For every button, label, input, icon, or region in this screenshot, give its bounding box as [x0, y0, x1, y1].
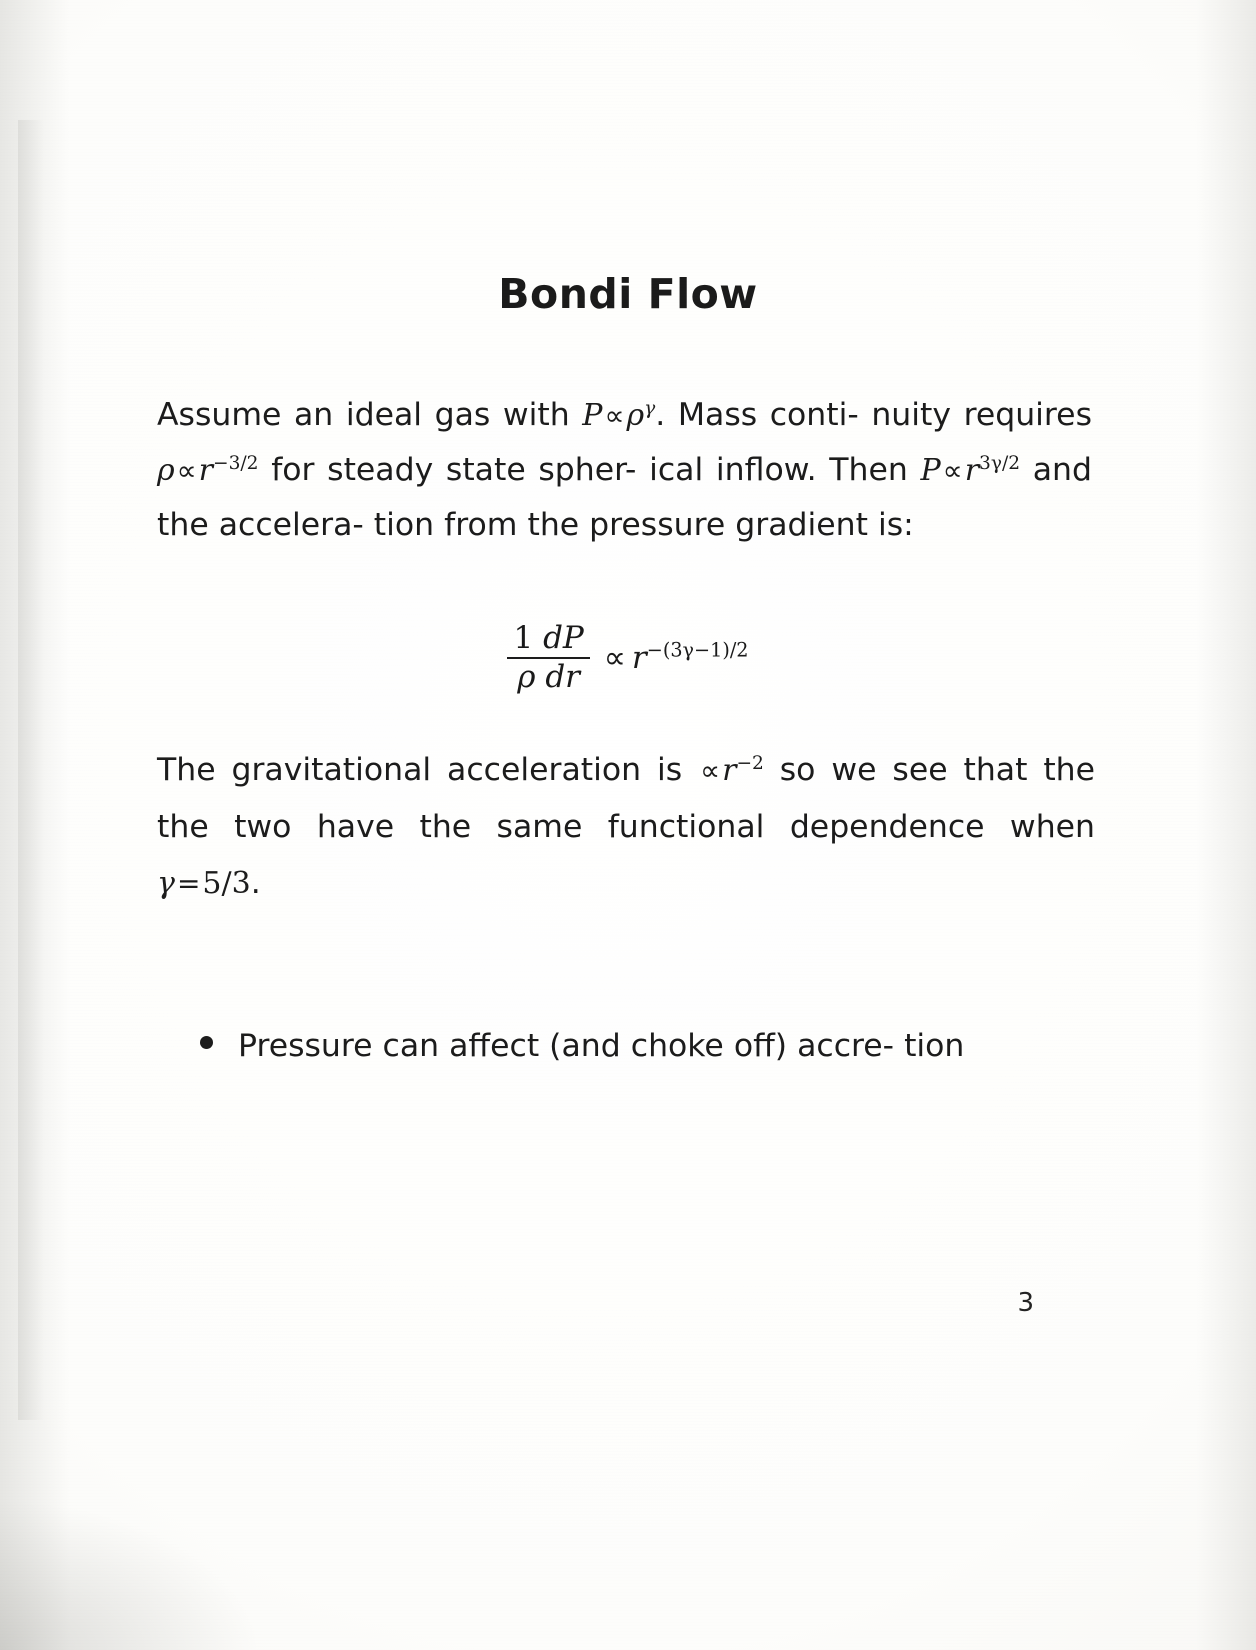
math-exponent-gamma: γ [644, 398, 656, 419]
p1-fragment-c: nuity requires [871, 397, 1092, 433]
equation-proportional-sign: ∝ [603, 639, 626, 676]
paragraph-2-text [157, 742, 1095, 912]
math-P-prop-r-three-gamma-halves [920, 453, 1020, 488]
list-item [196, 1018, 1096, 1074]
numerator-one: 1 [513, 620, 534, 656]
p1-fragment-g: tion from the pressure gradient is: [373, 507, 914, 543]
math-value-five-thirds: 5/3 [202, 866, 251, 901]
equation-r: r [631, 639, 647, 676]
math-symbol-r-2: r [964, 453, 980, 488]
fraction-numerator [507, 620, 589, 657]
page-number: 3 [1017, 1288, 1034, 1318]
equation-row [507, 620, 748, 695]
math-symbol-rho-2: ρ [157, 453, 175, 488]
math-symbol-proportional-2: ∝ [176, 454, 197, 487]
bullet-dot-icon [200, 1036, 213, 1049]
math-symbol-r: r [198, 453, 213, 488]
equation-exponent: −(3γ−1)/2 [646, 638, 749, 662]
paragraph-1 [157, 388, 1092, 552]
paragraph-1-text [157, 388, 1092, 552]
p2-fragment-a: The gravitational acceleration is [157, 752, 683, 788]
bullet-line-1: Pressure can affect (and choke off) accre- [238, 1028, 895, 1064]
math-symbol-r-3: r [722, 753, 737, 788]
p2-fragment-d: dependence when [789, 809, 1096, 845]
denominator-rho: ρ [517, 658, 536, 695]
math-symbol-equals: = [176, 867, 201, 900]
p1-fragment-d: for steady state spher- [271, 452, 637, 488]
page-title: Bondi Flow [498, 270, 758, 319]
paragraph-2 [157, 742, 1095, 912]
math-rho-prop-r-minus-three-halves [157, 453, 259, 488]
fraction-denominator [511, 659, 586, 696]
math-symbol-proportional: ∝ [604, 399, 625, 432]
math-exponent-neg-three-halves: −3/2 [213, 453, 259, 474]
math-P-prop-rho-gamma [582, 398, 655, 433]
math-symbol-P-2: P [920, 453, 941, 488]
p2-fragment-e: . [250, 865, 261, 901]
bullet-list [196, 1018, 1096, 1074]
math-gamma-equals-five-thirds [157, 866, 251, 901]
math-symbol-proportional-3: ∝ [942, 454, 963, 487]
p1-fragment-f: and the accelera- [157, 452, 1093, 543]
bullet-line-2: tion [904, 1028, 965, 1064]
math-symbol-rho: ρ [626, 398, 645, 433]
scan-corner-shading [0, 1500, 260, 1650]
p1-fragment-b: . Mass conti- [655, 397, 859, 433]
math-prop-r-minus-two [698, 753, 764, 788]
display-equation [0, 620, 1256, 695]
equation-right-side [604, 640, 749, 676]
numerator-dP: dP [543, 620, 584, 656]
math-exponent-neg-two: −2 [736, 753, 764, 774]
p1-fragment-a: Assume an ideal gas with [157, 397, 570, 433]
p2-fragment-b: so we [779, 752, 877, 788]
math-symbol-gamma-2: γ [157, 866, 175, 901]
math-symbol-proportional-4: ∝ [700, 754, 721, 787]
p1-fragment-e: ical inflow. Then [649, 452, 908, 488]
p2-fragment-c: see that the the two have the same functional [157, 752, 1096, 845]
fraction-one-dP-over-rho-dr [507, 620, 589, 695]
denominator-dr: dr [545, 658, 580, 695]
math-exponent-three-gamma-halves: 3γ/2 [979, 453, 1021, 474]
math-symbol-P: P [582, 398, 603, 433]
